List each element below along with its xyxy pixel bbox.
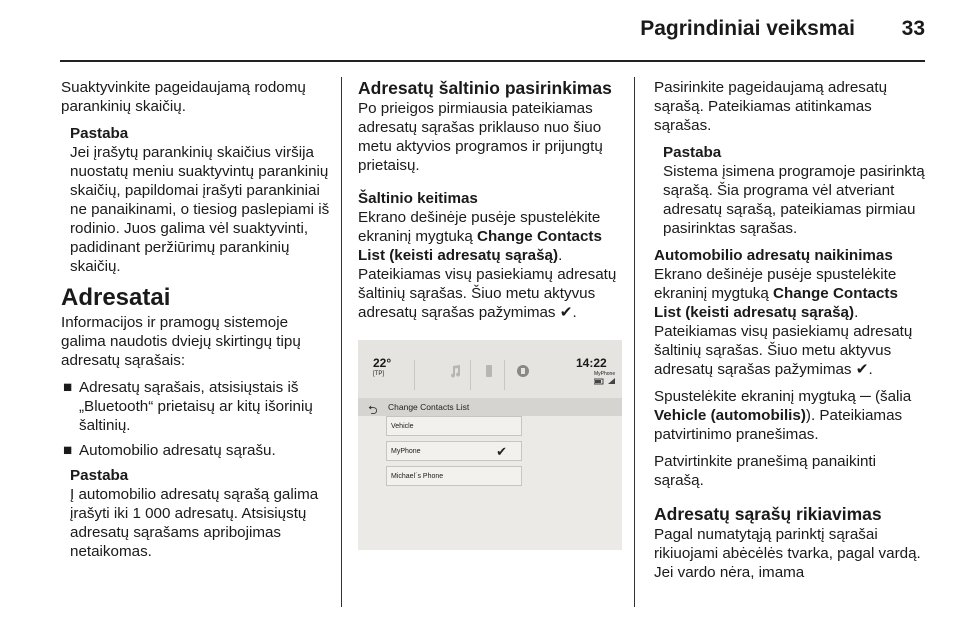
delete-paragraph-2 — [654, 322, 926, 379]
tip-label: [TP] — [373, 371, 385, 377]
bullet-text: Automobilio adresatų sąrašu. — [79, 442, 276, 459]
section-title: Pagrindiniai veiksmai — [640, 17, 855, 40]
column-divider-2 — [634, 77, 635, 607]
text-run: . — [854, 304, 859, 321]
music-icon[interactable] — [448, 364, 462, 378]
list-item-michaels-phone[interactable] — [386, 466, 522, 486]
note-title: Pastaba — [70, 467, 129, 484]
bullet-item — [61, 441, 333, 460]
column-divider-1 — [341, 77, 342, 607]
note-text: Jei įrašytų parankinių skaičius viršija nuostatų meniu suaktyvintų parankinių skaičių, papildomai įrašyti parankiniai ne panaikinami, o tiesiog paslepiami iš rodinio. Juos galima vėl suaktyvinti, padidinant peržiūrimų parankinių skaičių. — [70, 144, 330, 275]
signal-icon — [594, 378, 616, 385]
column-3 — [654, 78, 926, 582]
list-item-label: Michael´s Phone — [391, 473, 444, 480]
divider — [504, 360, 505, 390]
change-source-paragraph — [358, 208, 626, 265]
note-title: Pastaba — [663, 144, 722, 161]
page-number: 33 — [901, 17, 925, 40]
note-block-2 — [61, 466, 333, 561]
back-icon[interactable]: ⮌ — [368, 403, 378, 417]
bullet-text: Adresatų sąrašais, atsisiųstais iš „Bluetooth“ prietaisų ar kitų išorinių šaltinių. — [79, 379, 313, 434]
phone-label: MyPhone — [594, 371, 616, 377]
circle-icon[interactable] — [516, 364, 530, 378]
intro-paragraph: Suaktyvinkite pageidaujamą rodomų parankinių skaičių. — [61, 79, 306, 115]
button-reference: Change Contacts List (keisti adresatų sąrašą) — [358, 228, 602, 264]
delete-paragraph-3 — [654, 387, 926, 444]
source-paragraph: Po prieigos pirmiausia pateikiamas adresatų sąrašas priklauso nuo šiuo metu aktyvios programos ir prijungtų prietaisų. — [358, 100, 603, 174]
text-run: Ekrano dešinėje pusėje spustelėkite ekraninį mygtuką — [358, 209, 601, 245]
text-run: Spustelėkite ekraninį mygtuką ─ (šalia — [654, 388, 912, 405]
status-bar — [358, 340, 622, 398]
button-reference: Change Contacts List (keisti adresatų sąrašą) — [654, 285, 898, 321]
text-run: Ekrano dešinėje pusėje spustelėkite ekraninį mygtuką — [654, 266, 897, 302]
note-title: Pastaba — [70, 125, 129, 142]
clock: 14:22 — [576, 356, 607, 370]
temperature: 22° — [373, 356, 392, 370]
note-text: Sistema įsimena programoje pasirinktą sąrašą. Šia programa vėl atveriant adresatų sąrašą, pateikiamas pirmiau pasirinktas sąrašas. — [663, 163, 925, 237]
bullet-icon: ■ — [63, 379, 73, 396]
heading-contacts: Adresatai — [61, 284, 171, 311]
text-run: Pateikiamas visų pasiekiamų adresatų šaltinių sąrašas. Šiuo metu aktyvus adresatų sąrašas pažymimas — [358, 266, 617, 321]
column-1 — [61, 78, 333, 569]
subheading-change-source: Šaltinio keitimas — [358, 190, 478, 207]
divider — [470, 360, 471, 390]
note-block-1 — [61, 124, 333, 276]
checkmark-icon: ✔ — [855, 361, 869, 378]
list-item-myphone[interactable] — [386, 441, 522, 461]
text-run: . — [558, 247, 563, 264]
note-text: Į automobilio adresatų sąrašą galima įrašyti iki 1 000 adresatų. Atsisiųstų adresatų sąrašams apribojimas netaikomas. — [70, 486, 319, 560]
subheading-delete-contacts: Automobilio adresatų naikinimas — [654, 247, 893, 264]
column-2 — [358, 78, 626, 322]
sorting-paragraph: Pagal numatytąją parinktį sąrašai rikiuojami abėcėlės tvarka, pagal vardą. Jei vardo nėra, imama — [654, 526, 921, 581]
text-run: ). Pateikiamas patvirtinimo pranešimas. — [654, 407, 903, 443]
phone-icon[interactable] — [482, 364, 496, 378]
divider — [414, 360, 415, 390]
text-run: . — [572, 304, 577, 321]
bullet-icon: ■ — [63, 442, 73, 459]
button-reference: Vehicle (automobilis) — [654, 407, 806, 424]
heading-source-select: Adresatų šaltinio pasirinkimas — [358, 78, 612, 98]
contacts-paragraph: Informacijos ir pramogų sistemoje galima naudotis dviejų skirtingų tipų adresatų sąrašais: — [61, 314, 301, 369]
checkmark-icon: ✔ — [559, 304, 573, 321]
list-item-label: Vehicle — [391, 423, 414, 430]
heading-sorting: Adresatų sąrašų rikiavimas — [654, 504, 882, 524]
list-item-vehicle[interactable] — [386, 416, 522, 436]
page-header — [0, 0, 960, 62]
text-run: Pateikiamas visų pasiekiamų adresatų šaltinių sąrašas. Šiuo metu aktyvus adresatų sąrašas pažymimas — [654, 323, 913, 378]
text-run: . — [868, 361, 873, 378]
sources-list-paragraph — [358, 265, 626, 322]
bullet-item — [61, 378, 333, 435]
list-item-label: MyPhone — [391, 448, 421, 455]
note-block-3 — [654, 143, 926, 238]
confirm-paragraph: Patvirtinkite pranešimą panaikinti sąrašą. — [654, 453, 877, 489]
screen-title: Change Contacts List — [388, 402, 470, 412]
delete-paragraph-1 — [654, 265, 926, 322]
infotainment-screenshot — [358, 340, 622, 550]
select-list-paragraph: Pasirinkite pageidaujamą adresatų sąrašą. Pateikiamas atitinkamas sąrašas. — [654, 79, 888, 134]
title-bar — [358, 398, 622, 416]
header-rule — [60, 60, 925, 62]
checkmark-icon: ✔ — [496, 444, 507, 459]
